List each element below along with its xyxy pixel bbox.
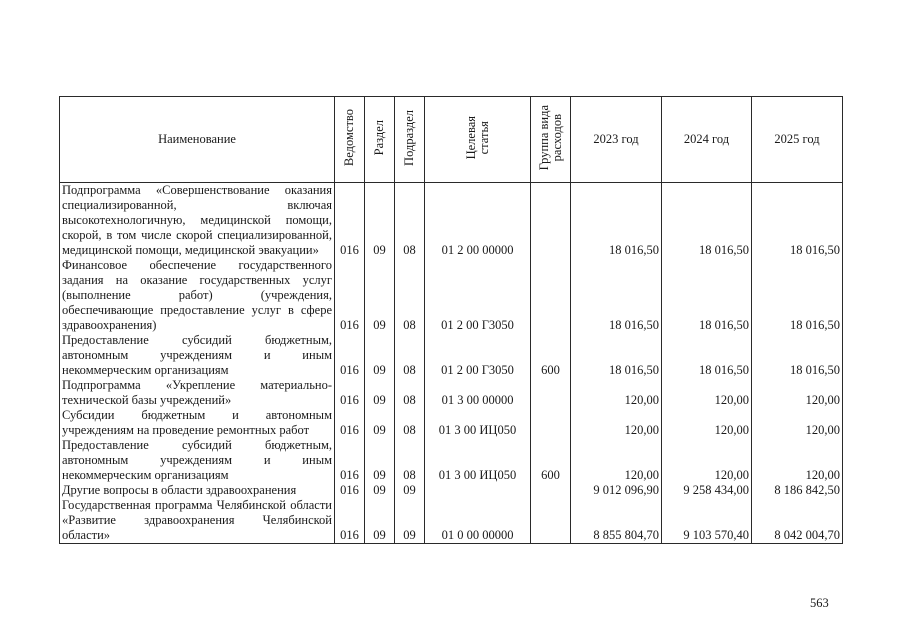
cell-group [531,258,571,333]
cell-y2025: 18 016,50 [752,333,843,378]
cell-y2023: 18 016,50 [571,183,662,259]
table-row [60,333,843,378]
cell-section: 09 [365,258,395,333]
header-2025: 2025 год [752,97,843,183]
header-exp-group: Группа вида расходов [536,104,564,171]
cell-dept: 016 [335,438,365,483]
cell-dept: 016 [335,498,365,544]
table-row [60,378,843,408]
cell-target: 01 2 00 Г3050 [425,258,531,333]
cell-subsection: 08 [395,183,425,259]
cell-subsection: 08 [395,408,425,438]
cell-y2024: 18 016,50 [662,258,752,333]
cell-group [531,498,571,544]
table-row [60,258,843,333]
cell-y2024: 9 258 434,00 [662,483,752,498]
cell-y2025: 120,00 [752,438,843,483]
cell-target: 01 2 00 00000 [425,183,531,259]
cell-target: 01 2 00 Г3050 [425,333,531,378]
cell-dept: 016 [335,333,365,378]
cell-name: Субсидии бюджетным и автономным учреждениям на проведение ремонтных работ [60,408,335,438]
cell-name: Другие вопросы в области здравоохранения [60,483,335,498]
header-2023: 2023 год [571,97,662,183]
cell-y2023: 8 855 804,70 [571,498,662,544]
cell-y2023: 120,00 [571,408,662,438]
cell-subsection: 09 [395,483,425,498]
cell-target: 01 3 00 ИЦ050 [425,408,531,438]
cell-section: 09 [365,333,395,378]
cell-target: 01 3 00 00000 [425,378,531,408]
cell-name: Предоставление субсидий бюджетным, автономным учреждениям и иным некоммерческим организациям [60,333,335,378]
cell-y2024: 18 016,50 [662,333,752,378]
cell-dept: 016 [335,183,365,259]
cell-y2024: 18 016,50 [662,183,752,259]
cell-y2024: 9 103 570,40 [662,498,752,544]
cell-y2025: 120,00 [752,378,843,408]
cell-y2023: 18 016,50 [571,258,662,333]
cell-subsection: 08 [395,258,425,333]
cell-y2025: 120,00 [752,408,843,438]
cell-y2023: 120,00 [571,438,662,483]
cell-section: 09 [365,438,395,483]
cell-dept: 016 [335,258,365,333]
cell-section: 09 [365,408,395,438]
header-name: Наименование [60,97,335,183]
cell-y2024: 120,00 [662,408,752,438]
header-dept: Ведомство [342,108,356,167]
cell-section: 09 [365,498,395,544]
cell-name: Финансовое обеспечение государственного задания на оказание государственных услуг (выполнение работ) (учреждения, обеспечивающие предоставление услуг в сфере здравоохранения) [60,258,335,333]
cell-group [531,408,571,438]
table-row [60,408,843,438]
cell-y2025: 8 186 842,50 [752,483,843,498]
cell-name: Подпрограмма «Совершенствование оказания специализированной, включая высокотехнологичную, медицинской помощи, скорой, в том числе скорой специализированной, медицинской помощи, медицинской эвакуации» [60,183,335,259]
cell-name: Государственная программа Челябинской области «Развитие здравоохранения Челябинской области» [60,498,335,544]
cell-y2023: 18 016,50 [571,333,662,378]
table-row [60,438,843,483]
cell-group [531,183,571,259]
cell-group: 600 [531,438,571,483]
cell-dept: 016 [335,408,365,438]
budget-table [59,96,843,544]
cell-dept: 016 [335,483,365,498]
cell-y2024: 120,00 [662,438,752,483]
header-subsection: Подраздел [402,109,416,166]
cell-target: 01 3 00 ИЦ050 [425,438,531,483]
header-2024: 2024 год [662,97,752,183]
cell-subsection: 08 [395,378,425,408]
cell-target: 01 0 00 00000 [425,498,531,544]
header-section: Раздел [372,119,386,156]
header-target: Целевая статья [463,115,491,160]
cell-section: 09 [365,183,395,259]
cell-name: Предоставление субсидий бюджетным, автономным учреждениям и иным некоммерческим организациям [60,438,335,483]
cell-y2025: 8 042 004,70 [752,498,843,544]
table-row [60,483,843,498]
cell-section: 09 [365,483,395,498]
cell-group [531,378,571,408]
table-row [60,498,843,544]
cell-target [425,483,531,498]
cell-section: 09 [365,378,395,408]
cell-y2024: 120,00 [662,378,752,408]
cell-y2023: 120,00 [571,378,662,408]
cell-group: 600 [531,333,571,378]
cell-name: Подпрограмма «Укрепление материально-технической базы учреждений» [60,378,335,408]
cell-y2023: 9 012 096,90 [571,483,662,498]
table-header-row [60,97,843,183]
cell-y2025: 18 016,50 [752,183,843,259]
cell-subsection: 08 [395,438,425,483]
table-row [60,183,843,259]
cell-y2025: 18 016,50 [752,258,843,333]
cell-subsection: 08 [395,333,425,378]
page-number: 563 [810,596,829,610]
cell-subsection: 09 [395,498,425,544]
cell-group [531,483,571,498]
cell-dept: 016 [335,378,365,408]
